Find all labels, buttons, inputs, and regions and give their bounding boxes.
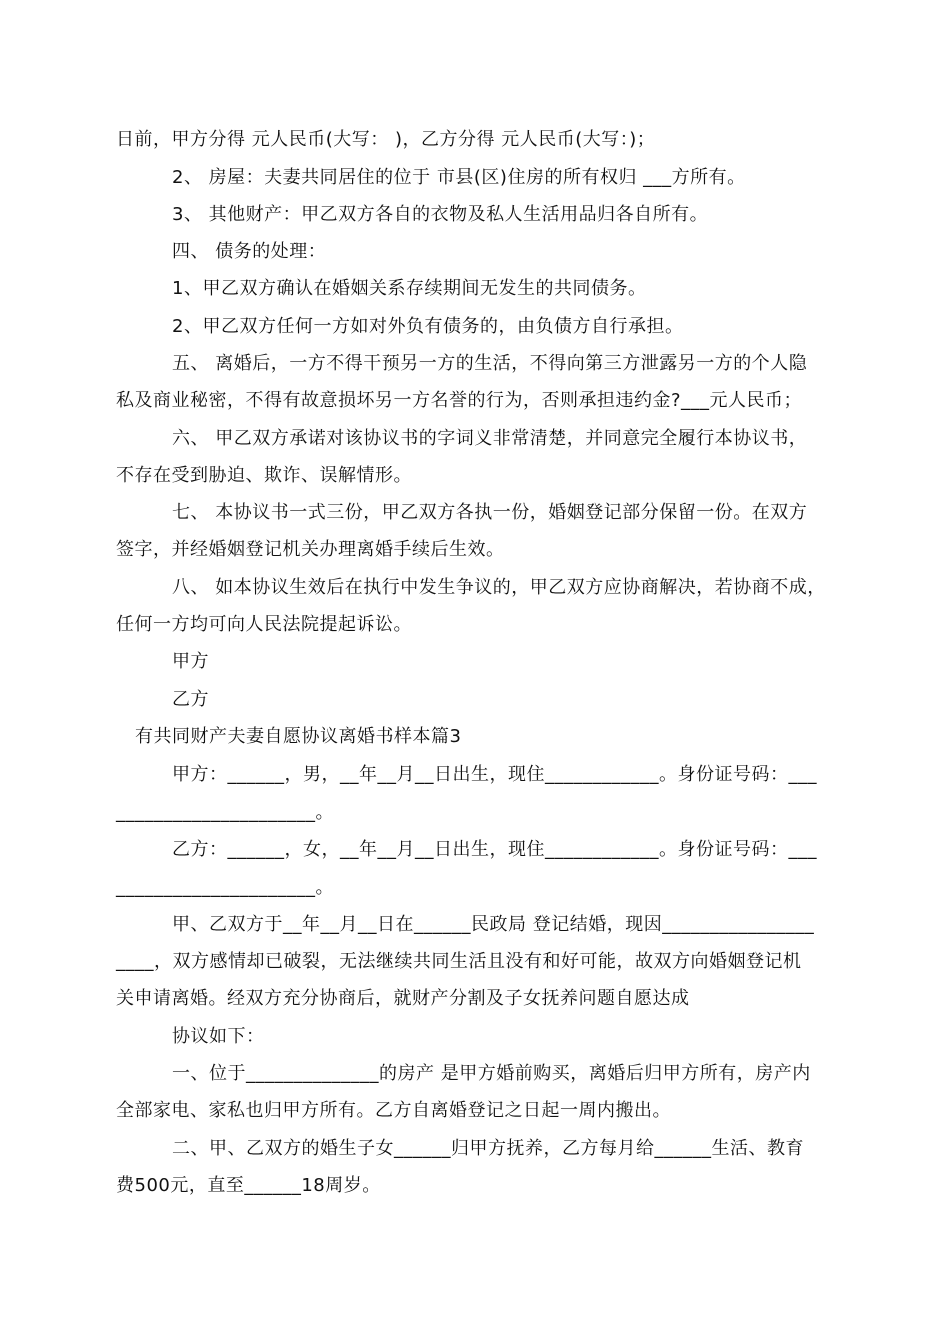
text-line: 2、 房屋：夫妻共同居住的位于 市县(区)住房的所有权归 ___方所有。: [172, 167, 746, 188]
section-title: 有共同财产夫妻自愿协议离婚书样本篇3: [135, 726, 462, 747]
text-line: 私及商业秘密，不得有故意损坏另一方名誉的行为，否则承担违约金?___元人民币；: [116, 390, 803, 411]
text-line: 甲、乙双方于__年__月__日在______民政局 登记结婚，现因________________: [172, 914, 815, 935]
text-line: 1、甲乙双方确认在婚姻关系存续期间无发生的共同债务。: [172, 278, 647, 299]
text-line: 七、 本协议书一式三份，甲乙双方各执一份，婚姻登记部分保留一份。在双方: [172, 502, 808, 523]
text-line: 关申请离婚。经双方充分协商后，就财产分割及子女抚养问题自愿达成: [116, 988, 690, 1009]
text-line: _____________________。: [116, 877, 334, 898]
text-line: 2、甲乙双方任何一方如对外负有债务的，由负债方自行承担。: [172, 316, 684, 337]
text-line: 一、位于______________的房产 是甲方婚前购买，离婚后归甲方所有，房产内: [172, 1063, 811, 1084]
text-line: 乙方：______，女，__年__月__日出生，现住____________。身份证号码：___: [172, 839, 817, 860]
signature-label-party-a: 甲方: [172, 651, 209, 672]
text-line: 签字，并经婚姻登记机关办理离婚手续后生效。: [116, 539, 505, 560]
text-line: 日前，甲方分得 元人民币(大写： )，乙方分得 元人民币(大写：)；: [116, 129, 656, 150]
text-line: 六、 甲乙双方承诺对该协议书的字词义非常清楚，并同意完全履行本协议书，: [172, 428, 808, 449]
signature-label-party-b: 乙方: [172, 689, 209, 710]
text-line: 八、 如本协议生效后在执行中发生争议的，甲乙双方应协商解决，若协商不成，: [172, 577, 826, 598]
text-line: 甲方：______，男，__年__月__日出生，现住____________。身份证号码：___: [172, 764, 817, 785]
text-line: 3、 其他财产：甲乙双方各自的衣物及私人生活用品归各自所有。: [172, 204, 709, 225]
text-line: 五、 离婚后，一方不得干预另一方的生活，不得向第三方泄露另一方的个人隐: [172, 353, 808, 374]
text-line: _____________________。: [116, 802, 334, 823]
text-line: 任何一方均可向人民法院提起诉讼。: [116, 614, 412, 635]
text-line: 协议如下：: [172, 1026, 265, 1047]
text-line: ____，双方感情却已破裂，无法继续共同生活且没有和好可能，故双方向婚姻登记机: [116, 951, 802, 972]
text-line: 二、甲、乙双方的婚生子女______归甲方抚养，乙方每月给______生活、教育: [172, 1138, 804, 1159]
text-line: 不存在受到胁迫、欺诈、误解情形。: [116, 465, 412, 486]
text-line: 全部家电、家私也归甲方所有。乙方自离婚登记之日起一周内搬出。: [116, 1100, 671, 1121]
text-line: 费500元，直至______18周岁。: [116, 1175, 381, 1196]
text-line: 四、 债务的处理：: [172, 241, 327, 262]
